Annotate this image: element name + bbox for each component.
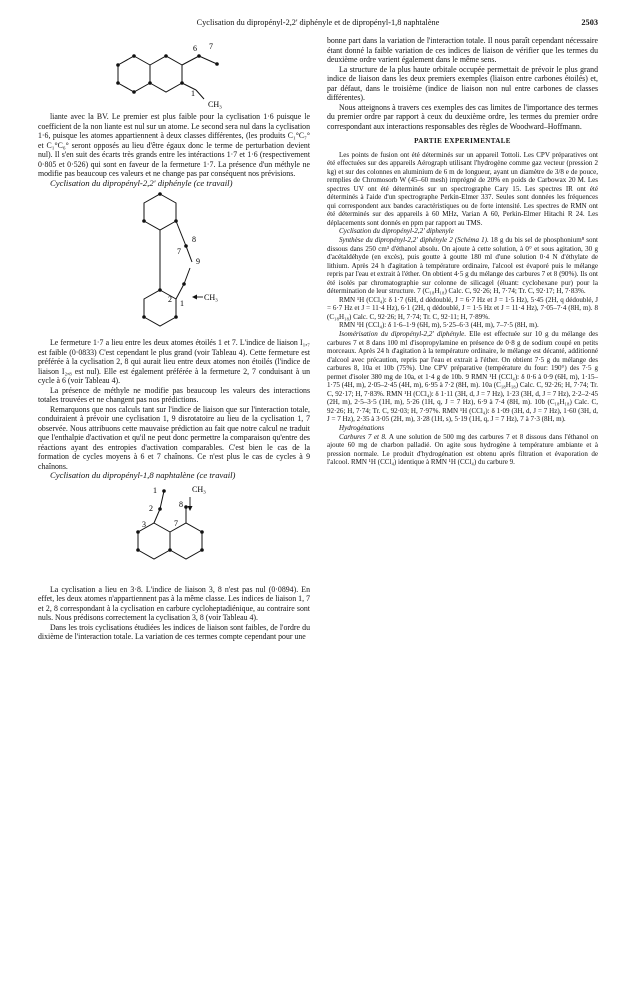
- paragraph-lead: Synthèse du dipropényl-2,2' diphényle 2 (Schéma 1).: [339, 235, 489, 244]
- paragraph: Remarquons que nos calculs tant sur l'indice de liaison que sur l'interaction totale, conduiraient à prévoir une cyclisation 1, 9 disrotatoire au lieu de la cyclisation 1, 7 observée. Nous attribuons cette mauvaise prédiction au fait que notre calcul ne traduit que l'enthalpie d'activation et qu'il ne peut donc permettre la comparaison qu'entre des réactions ayant des entropies d'activation comparables. C'est bien le cas de la formation de cycles moyens à 6 et 7 chaînons. Ce n'est plus le cas de cycles à 9 chaînons.: [38, 404, 310, 471]
- paragraph: RMN ¹H (CCl₄): δ 1·7 (6H, d dédoublé, J = 6·7 Hz et J = 1·5 Hz), 5·45 (2H, q dédoublé, J = 6·7 Hz et J = 11·4 Hz), 6·1 (2H, q dédoublé, J = 1·5 Hz et J = 11·4 Hz), 7·05–7·4 (8H, m). 8 (C₁₈H₁₈) Calc. C, 92·26; H, 7·74; Tr. C, 92·11; H, 7·89%.: [327, 295, 598, 321]
- atom-label: 7: [174, 518, 178, 528]
- paragraph: Nous atteignons à travers ces exemples des cas limites de l'importance des termes du premier ordre par rapport à ceux du deuxième ordre, les termes du premier ordre correspondant aux interactions responsables des règles de Woodward–Hoffmann.: [327, 102, 598, 131]
- paragraph-lead: Carbures 7 et 8.: [339, 432, 387, 441]
- experimental-section: [327, 151, 598, 467]
- atom-label: 1: [191, 89, 195, 98]
- ch3-label: CH₃: [192, 484, 206, 494]
- page-header: [38, 18, 598, 32]
- section-heading: Cyclisation du dipropényl-2,2' diphényle (ce travail): [50, 177, 233, 188]
- ch3-label: CH₃: [208, 100, 222, 109]
- atom-label: 6: [193, 44, 197, 53]
- paragraph-body: Elle est effectuée sur 10 g du mélange des carbures 7 et 8 dans 100 ml d'isopropylamine en présence de 0·8 g de sodium coupé en petits morceaux. Après 24 h d'agitation à la température ordinaire, le mélange est décanté, additionné d'alcool avec précaution, repris par l'eau et extrait à l'éther. On obtient 7·5 g du mélange des carbures 8, 10a et 10b (75%). Une CPV préparative (température du four: 190°) des 7·5 g permet d'isoler 380 mg de 10a, et 1·4 g de 10b. 9 RMN ¹H (CCl₄): δ 0·6 à 0·9 (6H, m), 1·15–1·75 (4H, m), 2·05–2·45 (4H, m), 6·95 à 7·2 (8H, m). 10a (C₁₈H₁₈) Calc. C, 92·26; H, 7·74; Tr. C, 92·17; H, 7·83%. RMN ¹H (CCl₄): δ 1·11 (3H, d, J = 7 Hz), 1·23 (3H, d, J = 7 Hz), 2·2–2·45 (2H, m), 2·5–3·5 (1H, m), 5·26 (1H, q, J = 7 Hz), 6·9 à 7·4 (8H, m). 10b (C₁₈H₁₈) Calc. C, 92·26; H, 7·74; Tr. C, 92·03; H, 7·97%. RMN ¹H (CCl₄): δ 1·09 (3H, d, J = 7 Hz), 1·60 (3H, d, J = 7 Hz), 2·35 à 3·05 (2H, m), 3·28 (1H, s), 5·19 (1H, q, J = 7 Hz), 7 à 7·3 (8H, m).: [327, 329, 598, 424]
- structure-2-diagram: [104, 188, 244, 338]
- paragraph: [327, 236, 598, 296]
- paragraph: [327, 433, 598, 467]
- paragraph: Le fermeture 1·7 a lieu entre les deux atomes étoilés 1 et 7. L'indice de liaison I₁,₇ est faible (0·0833) C'est cependant le plus grand (voir Tableau 4). Cette fermeture est préférée à la cyclisation 2, 8 qui aurait lieu entre deux atomes non étoilés (l'indice de liaison I₂,₈ est nul). Elle est également préférée à la fermeture 2, 7 conduisant à un cycle à 6 (voir Tableau 4).: [38, 338, 310, 385]
- paragraph: liante avec la BV. Le premier est plus faible pour la cyclisation 1·6 puisque le coefficient de la non liante est nul sur un atome. Le second sera nul dans la cyclisation 1·6, puisque les atomes appartiennent à deux classes différentes, (les produits C₁°C₇° et C₁°C₆° seront opposés au lieu d'être égaux donc le terme de perturbation devient nul). Il s'en suit des écarts très grands entre les intéractions 1·7 et 1·6 (respectivement 0·805 et 0·526) qui sont en faveur de la fermeture 1·7. La présence d'un méthyle ne modifie pas beaucoup ces valeurs et ne change pas par conséquent nos prévisions.: [38, 112, 310, 178]
- paragraph: La cyclisation a lieu en 3·8. L'indice de liaison 3, 8 n'est pas nul (0·0894). En effet, les deux atomes n'appartiennent pas à la même classe. Les indices de liaison 1, 7 et 2, 8 correspondant à la cyclisation en carbure cycloheptadiénique, au contraire sont nuls. Nous prédisons correctement la cyclisation 3, 8 (voir Tableau 4).: [38, 584, 310, 622]
- structure-3-diagram: [104, 481, 244, 585]
- atom-label: 7: [177, 247, 181, 256]
- paragraph: bonne part dans la variation de l'interaction totale. Il nous paraît cependant nécessaire étant donné la faible variation de ces indices de liaison de vérifier que les termes du deuxième ordre varient également dans le même sens.: [327, 36, 598, 64]
- paragraph: Dans les trois cyclisations étudiées les indices de liaison sont faibles, de l'ordre du dixième de l'interaction totale. La variation de ces termes compte cependant pour une: [38, 622, 310, 641]
- right-column: [327, 36, 598, 467]
- atom-label: 2: [149, 503, 153, 513]
- subsection-heading: Cyclisation du dipropényl-2,2' diphenyle: [339, 227, 454, 236]
- atom-label: 9: [196, 257, 200, 266]
- paragraph-body: 18 g du bis sel de phosphonium⁸ sont dissous dans 250 cm³ d'éthanol absolu. On ajoute à cette solution, à 0° et sous agitation, 30 g d'acétaldéhyde (en excès), puis goutte à goutte 180 ml d'une solution 0·4 N d'éthylate de lithium. Après 24 h d'agitation à température ordinaire, l'alcool est évaporé puis le mélange repris par l'eau et extrait à l'éther. On obtient 4·5 g du mélange des carbures 7 et 8 (90%). Ils ont été isolés par chromatographie sur colonne de silicagel (éluant: cyclohexane pur) pour la détermination de leur structure. 7 (C₁₈H₁₈) Calc. C, 92·26; H, 7·74; Tr. C, 92·17; H, 7·83%.: [327, 235, 599, 296]
- paragraph: Les points de fusion ont été déterminés sur un appareil Tottoli. Les CPV préparatives ont été effectuées sur des appareils Aérograph utilisant l'hydrogène comme gaz vecteur (pression 2 kg) et sur des colonnes en aluminium de 6 m de longueur, ayant un diamètre de 3/8 e de pouce, remplies de Chromosorb W (45–60 mesh) imprégné de 20% en poids de Carbowax 20 M. Les spectres UV ont été déterminés sur un spectrographe Cary 15. Les spectres IR ont été déterminés à l'aide d'un spectrographe Perkin-Elmer 337. Seules sont données les fréquences qui correspondent aux bandes caractéristiques ou de forte intensité. Les spectres de RMN ont été déterminés sur des appareils à 60 MHz, Varian A 60, Perkin-Elmer Hitachi R 24. Les déplacements sont donnés en ppm par rapport au TMS.: [327, 150, 598, 227]
- paragraph: La structure de la plus haute orbitale occupée permettait de prévoir le plus grand indice de liaison dans les deux premiers exemples (liaison entre carbones étoilés) et, par défaut, dans le troisième (indice de liaison non nul entre carbones de classes différentes).: [327, 64, 598, 102]
- paragraph-body: A une solution de 500 mg des carbures 7 et 8 dissous dans l'éthanol on ajoute 60 mg de charbon palladié. On agite sous hydrogène à température ambiante et à pression normale. Le produit d'hydrogénation est obtenu après filtration et évaporation de l'alcool. RMN ¹H (CCl₄) identique à RMN ¹H (CCl₄) du carbure 9.: [327, 432, 598, 467]
- atom-label: 8: [192, 235, 196, 244]
- running-title: Cyclisation du dipropényl-2,2' diphényle et de dipropényl-1,8 naphtalène: [196, 18, 440, 27]
- paragraph: RMN ¹H (CCl₄): δ 1·6–1·9 (6H, m), 5·25–6·3 (4H, m), 7–7·5 (8H, m).: [339, 321, 539, 330]
- atom-label: 7: [209, 42, 213, 51]
- atom-label: 3: [142, 519, 146, 529]
- atom-label: 2: [168, 295, 172, 304]
- structure-1-diagram: [99, 36, 249, 112]
- page-number: 2503: [581, 18, 598, 27]
- ch3-label: CH₃: [204, 293, 218, 302]
- left-column: [38, 36, 310, 642]
- atom-label: 1: [153, 485, 157, 495]
- atom-label: 8: [179, 499, 183, 509]
- paragraph: La présence de méthyle ne modifie pas beaucoup les valeurs des interactions totales trouvées et ne changent pas nos prédictions.: [38, 385, 310, 404]
- experimental-heading: PARTIE EXPERIMENTALE: [414, 137, 511, 145]
- paragraph: [327, 330, 598, 424]
- subsection-heading: Hydrogénations: [339, 424, 385, 432]
- section-heading: Cyclisation du dipropényl-1,8 naphtalène (ce travail): [50, 470, 236, 480]
- paragraph-lead: Isomérisation du dipropényl-2,2' diphényle.: [339, 329, 467, 338]
- atom-label: 1: [180, 299, 184, 308]
